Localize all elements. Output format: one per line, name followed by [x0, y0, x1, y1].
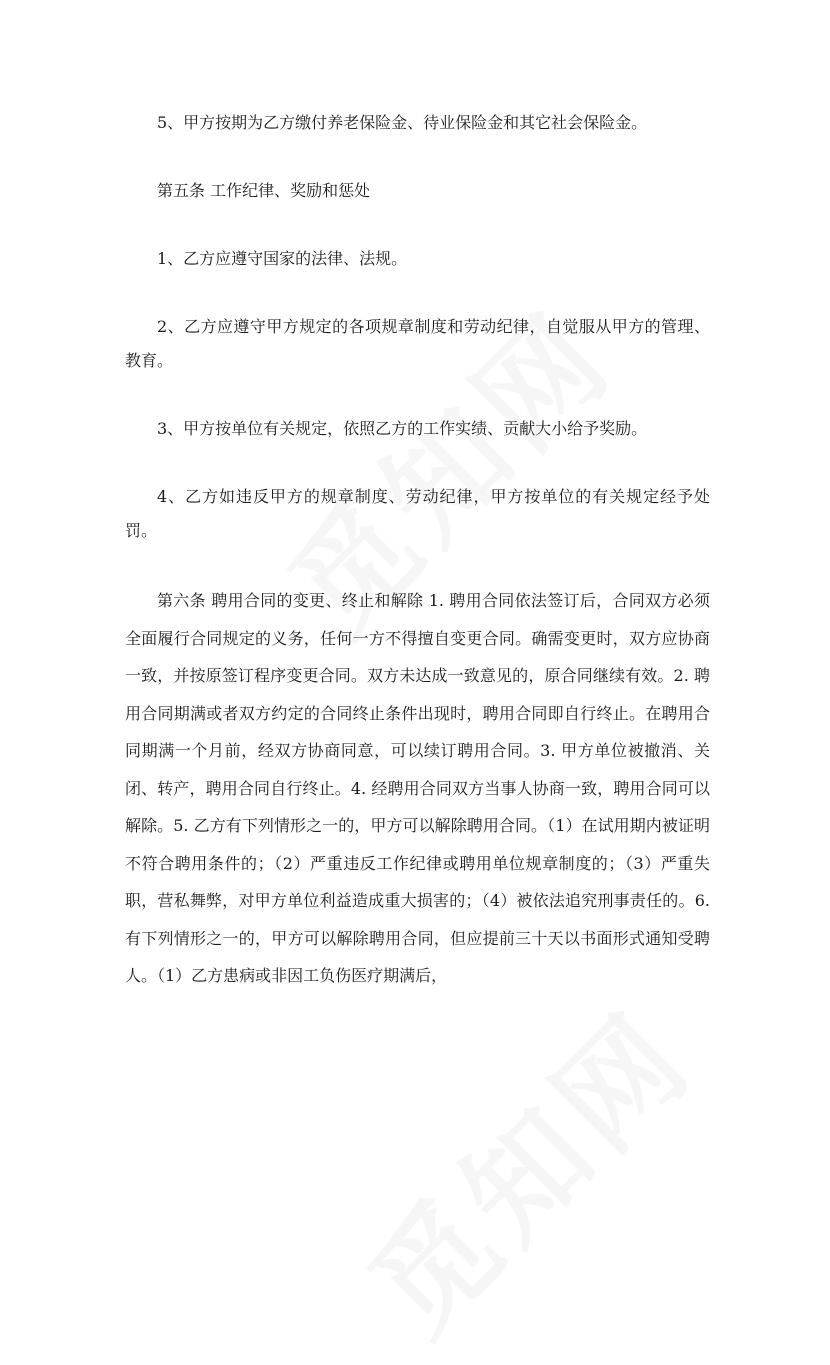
article-5-heading: 第五条 工作纪律、奖励和惩处	[157, 181, 371, 200]
paragraph-item-1: 1、乙方应遵守国家的法律、法规。	[157, 249, 408, 268]
watermark	[326, 967, 723, 1364]
document-body	[125, 106, 710, 995]
article-6-paragraph: 第六条 聘用合同的变更、终止和解除 1. 聘用合同依法签订后，合同双方必须全面履行合同规定的义务，任何一方不得擅自变更合同。确需变更时，双方应协商一致，并按原签订程序变更合同。双方未达成一致意见的，原合同继续有效。2. 聘用合同期满或者双方约定的合同终止条件出现时，聘用合同即自行终止。在聘用合同期满一个月前，经双方协商同意，可以续订聘用合同。3. 甲方单位被撤消、关闭、转产，聘用合同自行终止。4. 经聘用合同双方当事人协商一致，聘用合同可以解除。5. 乙方有下列情形之一的，甲方可以解除聘用合同。（1）在试用期内被证明不符合聘用条件的；（2）严重违反工作纪律或聘用单位规章制度的；（3）严重失职，营私舞弊，对甲方单位利益造成重大损害的；（4）被依法追究刑事责任的。6. 有下列情形之一的，甲方可以解除聘用合同，但应提前三十天以书面形式通知受聘人。（1）乙方患病或非因工负伤医疗期满后，	[125, 591, 710, 985]
paragraph-item-3: 3、甲方按单位有关规定，依照乙方的工作实绩、贡献大小给予奖励。	[157, 419, 648, 438]
paragraph-item-4: 4、乙方如违反甲方的规章制度、劳动纪律，甲方按单位的有关规定经予处罚。	[125, 487, 710, 540]
paragraph-item-2: 2、乙方应遵守甲方规定的各项规章制度和劳动纪律，自觉服从甲方的管理、教育。	[125, 317, 710, 370]
paragraph-item-5: 5、甲方按期为乙方缴付养老保险金、待业保险金和其它社会保险金。	[157, 113, 648, 132]
